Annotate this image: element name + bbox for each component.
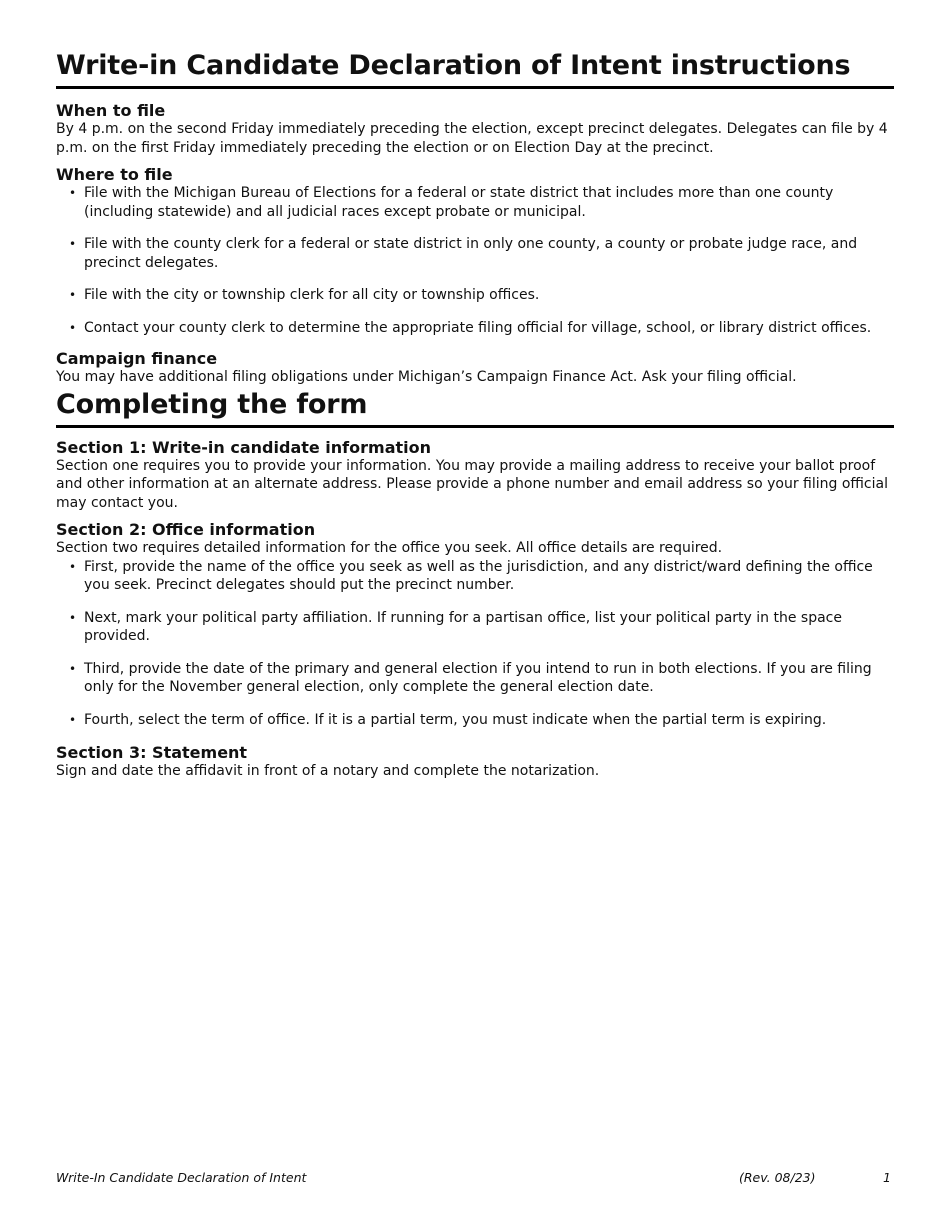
footer-page-number: 1 [883,1170,891,1185]
bullet-icon: • [69,237,77,251]
section3-text: Sign and date the affidavit in front of a notary and complete the notarization. [56,763,600,779]
bullet-icon: • [69,288,77,302]
campaign-finance-heading: Campaign finance [56,349,218,368]
bullet-icon: • [69,610,77,625]
section2-text: Section two requires detailed information for the office you seek. All office details are required. [56,540,723,556]
bullet-icon: • [69,712,77,727]
bullet-icon: • [69,320,77,335]
when-to-file-heading: When to file [56,101,166,120]
completing-form-title: Completing the form [56,389,894,428]
list-item: • Fourth, select the term of office. If it is a partial term, you must indicate when the partial term is expiring. [69,711,827,728]
where-to-file-heading: Where to file [56,165,173,184]
list-item: • First, provide the name of the office you seek as well as the jurisdiction, and any district/ward defining the office you seek. Precinct delegates should put the precinct number. [69,558,873,593]
section1-heading: Section 1: Write-in candidate information [56,437,432,457]
where-to-file-list [56,184,894,337]
where-to-file-block [56,165,894,337]
list-item: • File with the city or township clerk for all city or township offices. [69,287,540,303]
bullet-icon: • [69,661,77,676]
section2-block [56,520,894,729]
footer-form-title: Write-In Candidate Declaration of Intent [56,1170,307,1185]
bullet-icon: • [69,559,77,574]
section2-heading: Section 2: Office information [56,520,316,539]
when-to-file-block [56,101,894,157]
when-to-file-text: By 4 p.m. on the second Friday immediately preceding the election, except precinct delegates. Delegates can file by 4 p.m. on the first Friday immediately preceding the election or on Election Day at the precinct. [56,121,888,156]
list-item: • Third, provide the date of the primary and general election if you intend to run in both elections. If you are filing only for the November general election, only complete the general election date. [69,660,872,695]
section1-block [56,438,894,513]
campaign-finance-text: You may have additional filing obligations under Michigan’s Campaign Finance Act. Ask your filing official. [56,369,797,385]
list-item: • File with the county clerk for a federal or state district in only one county, a county or probate judge race, and precinct delegates. [69,236,858,271]
document-page [56,50,894,781]
instructions-title: Write-in Candidate Declaration of Intent instructions [56,50,894,89]
list-item: • File with the Michigan Bureau of Elections for a federal or state district that includes more than one county (including statewide) and all judicial races except probate or municipal. [69,185,834,220]
footer-revision: (Rev. 08/23) [739,1170,816,1185]
list-item: • Next, mark your political party affiliation. If running for a partisan office, list your political party in the space provided. [69,609,842,644]
section3-heading: Section 3: Statement [56,743,248,762]
list-item: • Contact your county clerk to determine the appropriate filing official for village, school, or library district offices. [69,319,872,336]
section1-text: Section one requires you to provide your information. You may provide a mailing address to receive your ballot proof and other information at an alternate address. Please provide a phone number and email address so your filing official may contact you. [56,457,888,511]
bullet-icon: • [69,186,77,200]
campaign-finance-block [56,349,894,387]
section2-list [56,558,894,730]
section3-block [56,743,894,781]
